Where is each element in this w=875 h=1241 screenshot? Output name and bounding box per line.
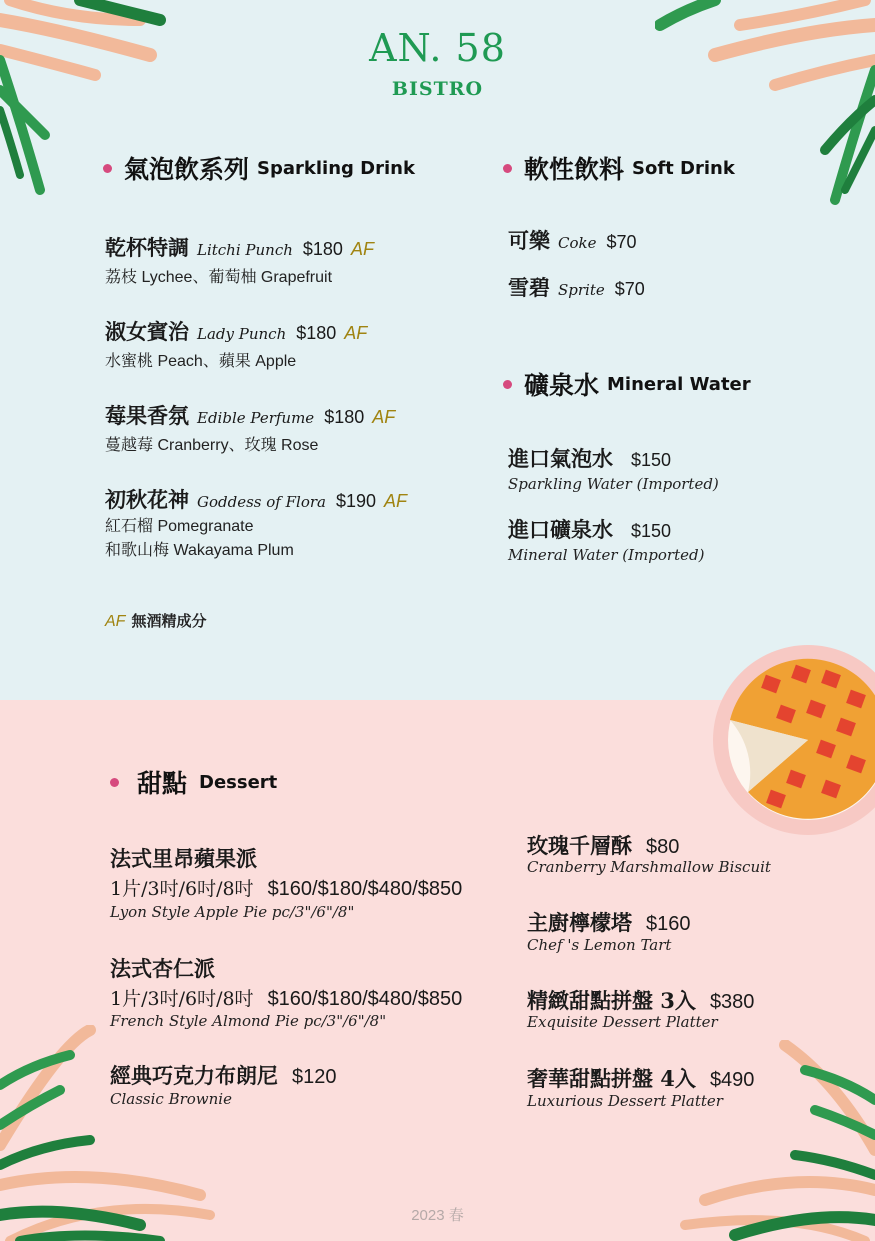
section-title-en: Sparkling Drink (257, 157, 415, 179)
menu-item-goddess-of-flora (105, 484, 407, 514)
item-size-prices (110, 984, 462, 1011)
item-description: 水蜜桃 Peach、蘋果 Apple (105, 353, 297, 370)
af-legend-key: AF (105, 613, 126, 630)
item-name-en: Mineral Water (Imported) (508, 546, 705, 564)
section-title-zh: 軟性飲料 (524, 155, 625, 184)
menu-item-lyon-apple-pie (110, 843, 257, 873)
item-name-zh: 雪碧 (508, 275, 550, 300)
item-price: $490 (709, 1069, 755, 1091)
menu-item-sparkling-water (508, 443, 671, 473)
item-price: $150 (631, 521, 672, 541)
bullet-dot (110, 778, 119, 787)
item-name-zh: 可樂 (508, 228, 550, 253)
item-name-zh: 精緻甜點拼盤 3入 (527, 988, 696, 1013)
item-name-zh: 莓果香氛 (105, 403, 189, 428)
menu-item-lady-punch (105, 316, 367, 346)
item-name-zh: 玫瑰千層酥 (527, 833, 632, 858)
menu-item-litchi-punch (105, 232, 374, 262)
menu-item-mineral-water (508, 514, 671, 544)
af-badge: AF (372, 407, 396, 427)
af-badge: AF (344, 323, 368, 343)
menu-item-almond-pie (110, 953, 215, 983)
item-name-en: Exquisite Dessert Platter (527, 1013, 718, 1031)
bullet-dot (503, 164, 512, 173)
item-name-en: Sprite (558, 281, 605, 299)
section-title-en: Dessert (199, 771, 278, 793)
item-name-en: Sparkling Water (Imported) (508, 475, 719, 493)
item-price: $160 (646, 913, 691, 935)
menu-item-edible-perfume (105, 400, 395, 430)
item-name-zh: 經典巧克力布朗尼 (110, 1063, 278, 1088)
bullet-dot (503, 380, 512, 389)
item-name-zh: 淑女賓治 (105, 319, 189, 344)
item-description: 紅石榴 Pomegranate (105, 518, 254, 535)
af-badge: AF (384, 491, 408, 511)
item-price: $380 (709, 991, 755, 1013)
item-price: $150 (631, 450, 672, 470)
menu-item-luxurious-platter (527, 1063, 754, 1093)
item-name-zh: 進口礦泉水 (508, 517, 613, 542)
item-price: $160/$180/$480/$850 (267, 878, 463, 900)
menu-item-sprite (508, 272, 645, 302)
item-description: 蔓越莓 Cranberry、玫瑰 Rose (105, 437, 319, 454)
apple-pie-illustration (708, 642, 875, 838)
item-name-en: Lady Punch (197, 325, 287, 343)
item-sizes: 1片/3吋/6吋/8吋 (110, 878, 254, 900)
item-name-zh: 主廚檸檬塔 (527, 910, 632, 935)
item-name-zh: 進口氣泡水 (508, 446, 613, 471)
item-price: $70 (606, 232, 637, 252)
item-name-zh: 初秋花神 (105, 487, 189, 512)
section-title-sparkling (103, 150, 415, 186)
item-price: $160/$180/$480/$850 (267, 988, 463, 1010)
section-title-en: Soft Drink (632, 157, 735, 179)
section-title-en: Mineral Water (607, 373, 751, 395)
bullet-dot (103, 164, 112, 173)
item-name-en: Edible Perfume (197, 409, 315, 427)
menu-item-rose-mille-feuille (527, 830, 679, 860)
section-title-soft-drink (503, 150, 735, 186)
item-name-zh: 法式杏仁派 (110, 956, 215, 981)
menu-item-classic-brownie (110, 1060, 337, 1090)
restaurant-logo: AN. 58 (369, 26, 506, 70)
menu-item-lemon-tart (527, 907, 691, 937)
item-description: 荔枝 Lychee、葡萄柚 Grapefruit (105, 269, 333, 286)
item-name-en: Chef 's Lemon Tart (527, 936, 672, 954)
item-price: $70 (614, 279, 645, 299)
item-price: $180 (324, 407, 365, 427)
section-title-zh: 甜點 (137, 769, 188, 798)
menu-item-exquisite-platter (527, 985, 754, 1015)
section-title-zh: 礦泉水 (524, 371, 600, 400)
af-badge: AF (350, 239, 374, 259)
item-name-zh: 奢華甜點拼盤 4入 (527, 1066, 696, 1091)
item-name-en: French Style Almond Pie pc/3"/6"/8" (110, 1012, 387, 1030)
restaurant-logo-subtitle: BISTRO (391, 78, 484, 100)
item-name-en: Litchi Punch (197, 241, 293, 259)
item-price: $180 (296, 323, 337, 343)
item-name-en: Coke (558, 234, 597, 252)
item-name-en: Lyon Style Apple Pie pc/3"/6"/8" (110, 903, 355, 921)
item-name-zh: 法式里昂蘋果派 (110, 846, 257, 871)
item-name-en: Goddess of Flora (197, 493, 326, 511)
item-name-zh: 乾杯特調 (105, 235, 189, 260)
section-title-dessert (110, 764, 277, 800)
menu-season-footer: 2023 春 (411, 1207, 464, 1224)
item-name-en: Cranberry Marshmallow Biscuit (527, 858, 771, 876)
section-title-mineral-water (503, 366, 751, 402)
item-price: $180 (302, 239, 343, 259)
section-title-zh: 氣泡飲系列 (124, 155, 250, 184)
menu-item-coke (508, 225, 637, 255)
item-sizes: 1片/3吋/6吋/8吋 (110, 988, 254, 1010)
item-description: 和歌山梅 Wakayama Plum (105, 542, 294, 559)
af-legend (105, 610, 206, 631)
item-name-en: Luxurious Dessert Platter (527, 1092, 723, 1110)
item-price: $80 (646, 836, 680, 858)
item-price: $190 (335, 491, 377, 511)
af-legend-text: 無酒精成分 (131, 612, 207, 630)
item-size-prices (110, 874, 462, 901)
item-name-en: Classic Brownie (110, 1090, 232, 1108)
item-price: $120 (292, 1066, 337, 1088)
